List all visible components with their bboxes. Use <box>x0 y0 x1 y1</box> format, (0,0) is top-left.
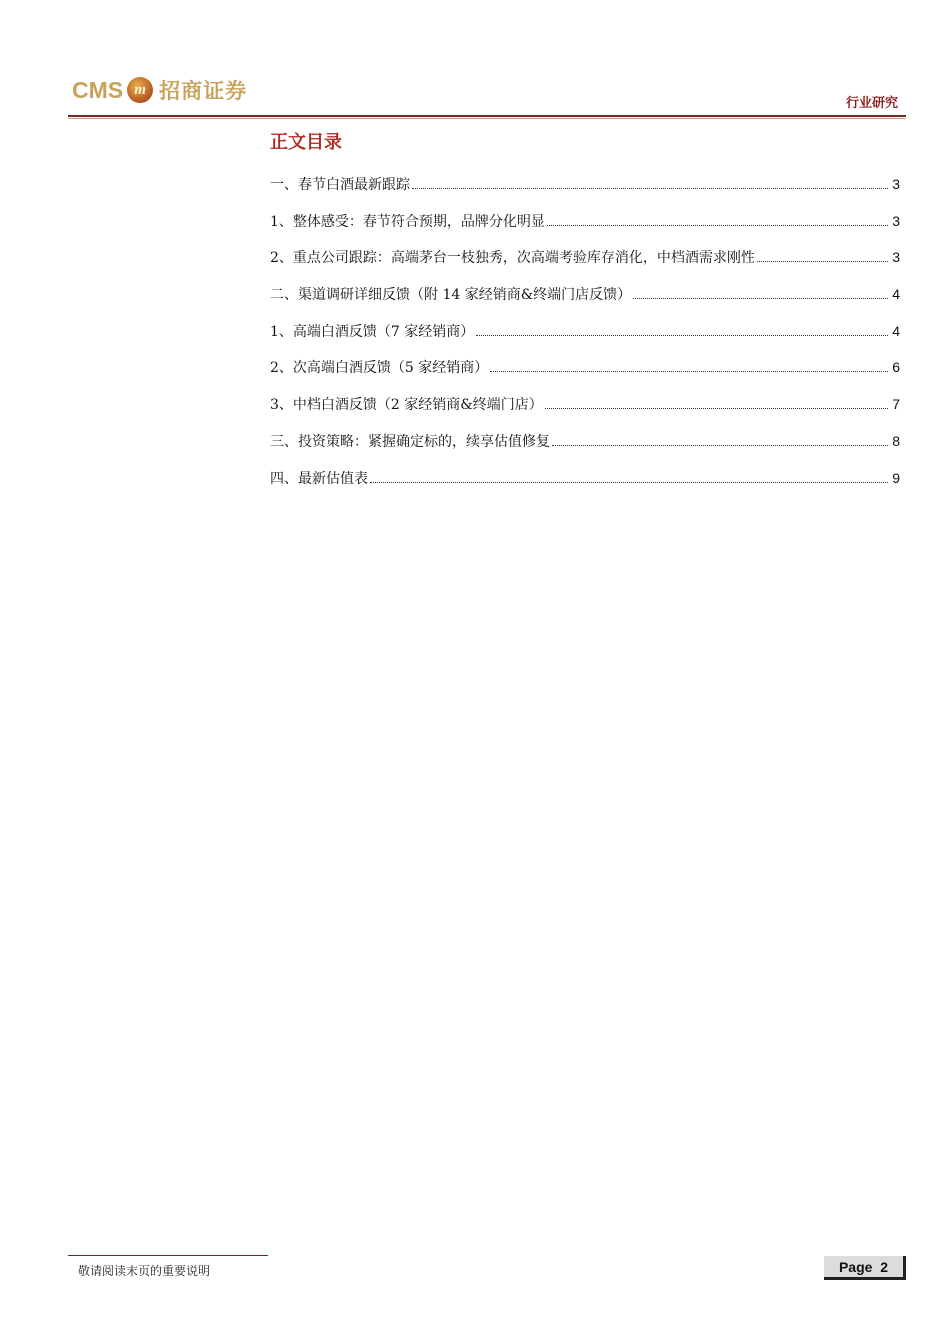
toc-entry-label: 3、中档白酒反馈（2 家经销商&终端门店） <box>270 397 543 414</box>
section-tag: 行业研究 <box>845 96 898 111</box>
header-divider <box>68 115 906 117</box>
toc-title: 正文目录 <box>270 132 342 153</box>
toc-entry[interactable] <box>270 357 900 394</box>
page-number-badge <box>824 1256 906 1280</box>
disclaimer-note: 敬请阅读末页的重要说明 <box>78 1264 211 1278</box>
toc-entry[interactable] <box>270 431 900 468</box>
toc-entry[interactable] <box>270 321 900 358</box>
footer-divider <box>68 1255 268 1256</box>
header-divider-thin <box>68 118 906 119</box>
cms-logo <box>72 74 247 106</box>
toc-leader-dots <box>370 481 888 483</box>
toc-entry-page: 4 <box>892 322 900 339</box>
toc-entry-page: 3 <box>892 249 900 266</box>
toc-leader-dots <box>490 370 888 372</box>
page-label: Page <box>838 1258 873 1275</box>
toc-leader-dots <box>552 444 888 446</box>
toc-leader-dots <box>757 260 888 262</box>
toc-entry-label: 1、高端白酒反馈（7 家经销商） <box>270 323 475 340</box>
toc-entry[interactable] <box>270 394 900 431</box>
toc-entry-page: 7 <box>892 396 900 413</box>
logo-latin-text: CMS <box>72 76 124 103</box>
toc-entry-page: 3 <box>892 212 900 229</box>
table-of-contents <box>270 174 900 504</box>
toc-entry-label: 四、最新估值表 <box>270 470 368 487</box>
toc-entry-label: 三、投资策略：紧握确定标的，续享估值修复 <box>270 433 550 450</box>
logo-emblem-icon: m <box>127 77 153 103</box>
toc-entry-page: 6 <box>892 359 900 376</box>
toc-entry-page: 4 <box>892 286 900 303</box>
toc-leader-dots <box>545 407 888 409</box>
toc-entry[interactable] <box>270 211 900 248</box>
toc-entry-page: 9 <box>892 469 900 486</box>
toc-leader-dots <box>412 187 888 189</box>
toc-entry-label: 一、春节白酒最新跟踪 <box>270 177 410 193</box>
toc-entry-label: 2、重点公司跟踪：高端茅台一枝独秀，次高端考验库存消化，中档酒需求刚性 <box>270 250 755 267</box>
toc-entry-page: 8 <box>892 432 900 449</box>
page-header <box>0 0 950 125</box>
toc-leader-dots <box>547 224 888 226</box>
toc-entry[interactable] <box>270 247 900 284</box>
toc-entry[interactable] <box>270 174 900 211</box>
toc-entry[interactable] <box>270 468 900 505</box>
toc-entry[interactable] <box>270 284 900 321</box>
toc-leader-dots <box>476 334 888 336</box>
toc-entry-label: 2、次高端白酒反馈（5 家经销商） <box>270 360 489 377</box>
toc-entry-label: 1、整体感受：春节符合预期，品牌分化明显 <box>270 213 545 230</box>
toc-leader-dots <box>633 297 888 299</box>
logo-chinese-text: 招商证券 <box>159 79 248 103</box>
toc-entry-label: 二、渠道调研详细反馈（附 14 家经销商&终端门店反馈） <box>270 287 632 304</box>
toc-entry-page: 3 <box>892 176 900 192</box>
page-number: 2 <box>880 1258 889 1275</box>
